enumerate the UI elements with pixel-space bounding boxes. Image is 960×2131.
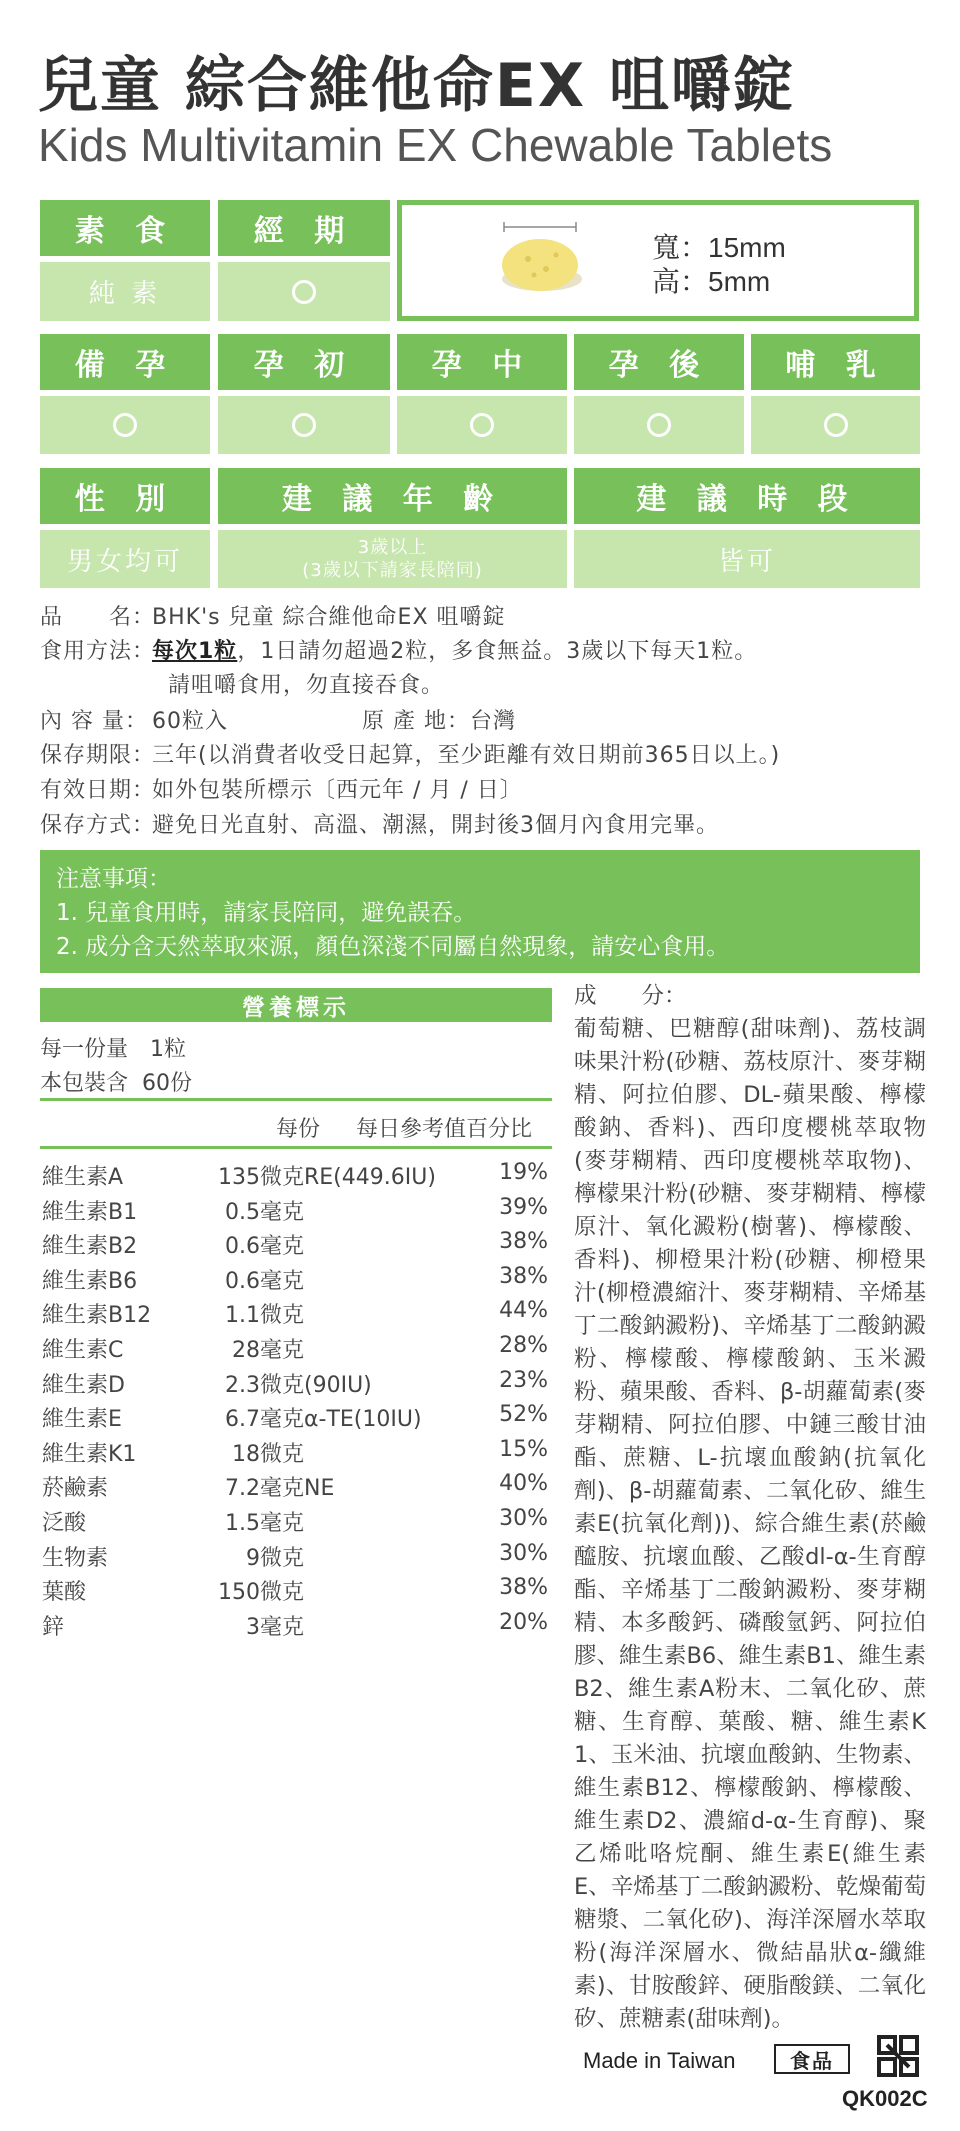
nutrition-row [40,1329,552,1363]
age-value-line2: (3歲以下請家長陪同) [302,560,483,581]
name-value: BHK's 兒童 綜合維他命EX 咀嚼錠 [152,605,506,630]
title-chinese: 兒童 綜合維他命EX 咀嚼錠 [38,51,796,121]
nutrition-row [40,1191,552,1225]
usage-highlight: 每次1粒 [152,639,238,664]
nutrient-name: 維生素B2 [42,1234,138,1260]
nutrient-daily-value: 38% [499,1263,548,1289]
nutrient-name: 維生素B12 [42,1303,152,1329]
nutrient-name: 鋅 [42,1614,65,1640]
food-mark: 食品 [774,2044,850,2074]
nutrition-row [40,1502,552,1536]
origin-label: 原 產 地： [362,709,470,734]
tablet-icon [484,213,634,313]
nutrition-row [40,1294,552,1328]
stage-header-4: 孕 後 [574,334,744,390]
nutrient-daily-value: 30% [499,1506,548,1531]
column-daily-value: 每日參考值百分比 [356,1117,533,1142]
nutrient-daily-value: 28% [499,1333,548,1358]
nutrient-name: 維生素B6 [42,1268,138,1294]
caution-title: 注意事項： [56,866,171,892]
time-value: 皆可 [574,530,920,588]
diet-value: 純 素 [40,262,210,321]
age-value-line1: 3歲以上 [357,537,428,558]
title-english: Kids Multivitamin EX Chewable Tablets [38,119,833,171]
ingredients-text: 葡萄糖、巴糖醇(甜味劑)、荔枝調味果汁粉(砂糖、荔枝原汁、麥芽糊精、阿拉伯膠、DL-蘋果酸、檸檬酸鈉、香料)、西印度櫻桃萃取物(麥芽糊精、西印度櫻桃萃取物)、檸檬果汁粉(砂糖、麥芽糊精、檸檬原汁、氧化澱粉(樹薯)、檸檬酸、香料)、柳橙果汁粉(砂糖、柳橙果汁(柳橙濃縮汁、麥芽糊精、辛烯基丁二酸鈉澱粉)、辛烯基丁二酸鈉澱粉、檸檬酸、檸檬酸鈉、玉米澱粉、蘋果酸、香料、β-胡蘿蔔素(麥芽糊精、阿拉伯膠、中鏈三酸甘油酯、蔗糖、L-抗壞血酸鈉(抗氧化劑)、β-胡蘿蔔素、二氧化矽、維生素E(抗氧化劑))、綜合維生素(菸鹼醯胺、抗壞血酸、乙酸dl-α-生育醇酯、辛烯基丁二酸鈉澱粉、麥芽糊精、本多酸鈣、磷酸氫鈣、阿拉伯膠、維生素B6、維生素B1、維生素B2、維生素A粉末、二氧化矽、蔗糖、生育醇、葉酸、糖、維生素K1、玉米油、抗壞血酸鈉、生物素、維生素B12、檸檬酸鈉、檸檬酸、維生素D2、濃縮d-α-生育醇)、聚乙烯吡咯烷酮、維生素E(維生素E、辛烯基丁二酸鈉澱粉、乾燥葡萄糖漿、二氧化矽)、海洋深層水萃取粉(海洋深層水、微結晶狀α-纖維素)、甘胺酸鋅、硬脂酸鎂、二氧化矽、蔗糖素(甜味劑)。 [574,1016,927,2032]
serving-value: 1粒 [150,1037,187,1062]
nutrient-daily-value: 15% [499,1436,548,1462]
nutrition-divider-mid [40,1146,552,1149]
info-usage-line [40,634,757,665]
stage-header-2: 孕 初 [218,334,390,390]
nutrient-amount: 6.7毫克α-TE(10IU) [225,1407,422,1433]
nutrient-name: 泛酸 [42,1511,87,1536]
stage-value-2 [218,396,390,454]
nutrient-amount: 150微克 [218,1580,305,1606]
nutrient-amount: 3毫克 [246,1614,305,1640]
caution-item-2: 2. 成分含天然萃取來源，顏色深淺不同屬自然現象，請安心食用。 [56,934,730,960]
caution-item-1: 1. 兒童食用時，請家長陪同，避免誤吞。 [56,900,477,926]
storage-label: 保存方式： [40,813,156,838]
nutrition-row [40,1433,552,1467]
stage-circle-icon [647,413,671,437]
info-shelf-line [40,738,780,769]
nutrient-amount: 1.5毫克 [225,1511,305,1536]
info-content-line [40,704,516,735]
gender-header: 性 別 [40,468,210,524]
nutrition-row [40,1225,552,1259]
info-name-line [40,600,506,631]
nutrient-daily-value: 20% [499,1609,548,1635]
nutrient-name: 菸鹼素 [42,1476,109,1502]
nutrient-daily-value: 38% [499,1575,548,1601]
made-in-taiwan: Made in Taiwan [583,2048,736,2073]
stage-value-3 [397,396,567,454]
nutrient-name: 維生素K1 [42,1441,137,1467]
diet-header: 素 食 [40,200,210,256]
info-storage-line [40,808,719,839]
nutrient-amount: 0.6毫克 [225,1268,305,1294]
nutrition-row [40,1571,552,1605]
nutrition-row [40,1606,552,1640]
nutrient-name: 生物素 [42,1545,109,1571]
storage-value: 避免日光直射、高溫、潮濕，開封後3個月內食用完畢。 [152,813,719,838]
nutrient-amount: 1.1微克 [225,1303,305,1329]
shelf-label: 保存期限： [40,743,156,768]
nutrient-daily-value: 44% [499,1298,548,1324]
time-header: 建 議 時 段 [574,468,920,524]
nutrient-name: 維生素D [42,1372,125,1398]
name-label: 品 名： [40,605,156,630]
nutrient-daily-value: 52% [499,1402,548,1428]
gender-value: 男女均可 [40,530,210,588]
shelf-value: 三年(以消費者收受日起算，至少距離有效日期前365日以上。) [152,743,781,768]
origin-value: 台灣 [470,709,517,734]
product-code: QK002C [842,2086,928,2111]
column-per-serving: 每份 [276,1117,321,1142]
stage-header-3: 孕 中 [397,334,567,390]
nutrition-row [40,1537,552,1571]
nutrient-daily-value: 30% [499,1540,548,1566]
period-header: 經 期 [218,200,390,256]
content-label: 內 容 量： [40,709,148,734]
nutrient-daily-value: 38% [499,1229,548,1255]
nutrient-name: 維生素E [42,1407,122,1433]
servings-value: 60份 [142,1071,193,1096]
nutrition-row [40,1260,552,1294]
nutrient-name: 葉酸 [42,1580,87,1606]
usage-line2: 請咀嚼食用，勿直接吞食。 [168,673,445,698]
stage-value-4 [574,396,744,454]
stage-circle-icon [470,413,494,437]
nutrient-name: 維生素C [42,1338,124,1363]
nutrition-divider-top [40,1098,552,1101]
stage-circle-icon [113,413,137,437]
tablet-height: 高：5mm [652,266,771,297]
expiry-label: 有效日期： [40,778,156,803]
nutrition-row [40,1467,552,1501]
nutrient-amount: 18微克 [232,1441,305,1467]
nutrient-amount: 28毫克 [232,1338,305,1363]
nutrition-row [40,1398,552,1432]
nutrient-amount: 2.3微克(90IU) [225,1372,372,1398]
nutrition-row [40,1364,552,1398]
usage-label: 食用方法： [40,639,156,664]
nutrient-daily-value: 39% [499,1194,548,1220]
info-expiry-line [40,773,523,804]
period-circle-icon [292,280,316,304]
nutrient-amount: 0.5毫克 [225,1199,305,1225]
content-value: 60粒入 [152,709,228,734]
tablet-size-box [397,200,919,321]
stage-value-1 [40,396,210,454]
tablet-width: 寬：15mm [652,232,786,263]
nutrient-name: 維生素B1 [42,1199,138,1225]
stage-header-1: 備 孕 [40,334,210,390]
servings-label: 本包裝含 [40,1071,129,1096]
nutrient-daily-value: 23% [499,1367,548,1393]
nutrient-amount: 135微克RE(449.6IU) [218,1165,436,1190]
usage-rest: ，1日請勿超過2粒，多食無益。3歲以下每天1粒。 [237,639,758,664]
serving-line [40,1032,186,1063]
ingredients-label: 成 分： [574,983,687,1009]
stage-circle-icon [824,413,848,437]
stage-circle-icon [292,413,316,437]
period-value [218,262,390,321]
serving-label: 每一份量 [40,1037,129,1062]
expiry-value: 如外包裝所標示〔西元年 / 月 / 日〕 [152,778,523,803]
nutrition-row [40,1156,552,1190]
nutrition-title: 營養標示 [40,988,552,1022]
ingredients [574,980,926,2036]
nutrient-name: 維生素A [42,1165,124,1190]
nutrient-amount: 9微克 [246,1545,305,1571]
recycle-icon [876,2034,920,2078]
caution-box [40,850,920,973]
stage-header-5: 哺 乳 [751,334,920,390]
stage-value-5 [751,396,920,454]
nutrient-amount: 7.2毫克NE [225,1476,335,1502]
nutrient-amount: 0.6毫克 [225,1234,305,1260]
servings-line [40,1066,192,1097]
age-value [218,530,567,588]
age-header: 建 議 年 齡 [218,468,567,524]
nutrient-daily-value: 19% [499,1160,548,1185]
nutrient-daily-value: 40% [499,1471,548,1497]
